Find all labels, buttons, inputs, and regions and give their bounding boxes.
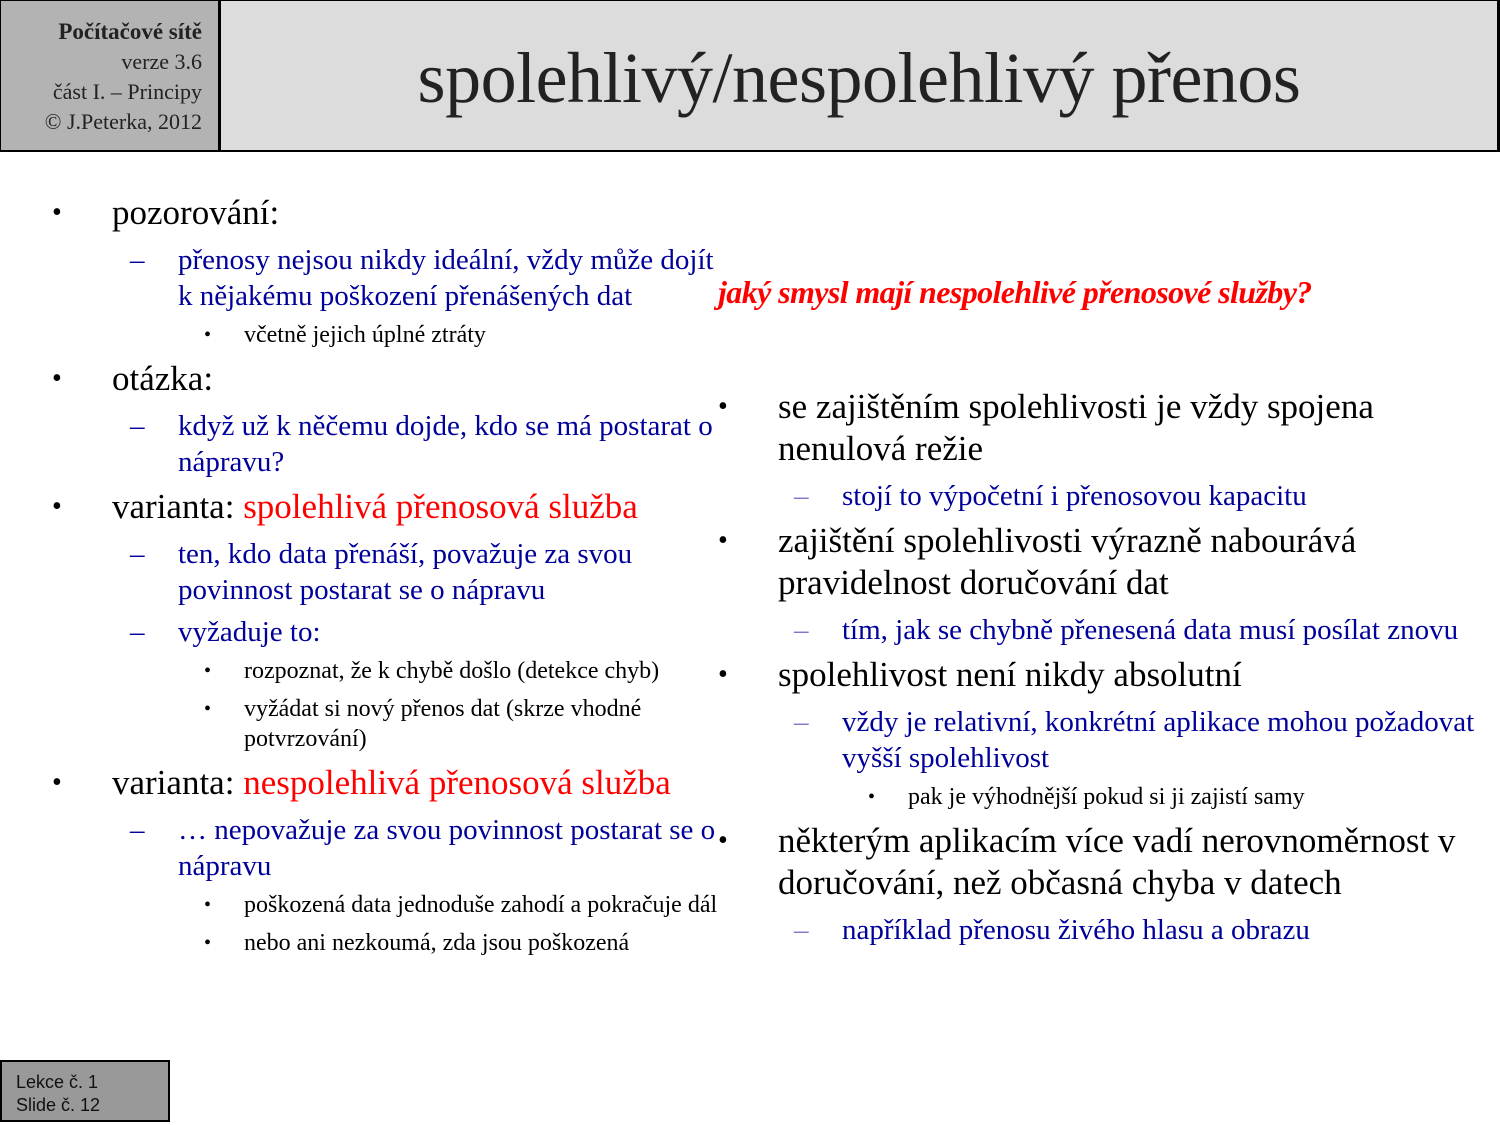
dash-icon: – bbox=[130, 244, 145, 276]
sub-item: – vyžaduje to: bbox=[130, 616, 321, 648]
bullet-icon: • bbox=[868, 786, 876, 808]
right-column bbox=[718, 270, 1488, 954]
bullet-irregularity: • některým aplikacím více vadí nerovnoměrnost v doručování, než občasná chyba v datech bbox=[718, 821, 1456, 902]
bullet-icon: • bbox=[52, 363, 62, 394]
bullet-icon: • bbox=[718, 825, 728, 856]
dash-icon: – bbox=[794, 914, 809, 946]
dash-icon: – bbox=[794, 706, 809, 738]
course-info-box bbox=[1, 1, 221, 150]
highlight-text: nespolehlivá přenosová služba bbox=[243, 763, 671, 802]
key-question: jaký smysl mají nespolehlivé přenosové služby? bbox=[718, 274, 1312, 310]
lesson-number: Lekce č. 1 bbox=[16, 1072, 99, 1092]
bullet-icon: • bbox=[204, 698, 212, 720]
bullet-icon: • bbox=[204, 932, 212, 954]
slide-title: spolehlivý/nespolehlivý přenos bbox=[417, 38, 1301, 118]
title-box bbox=[221, 1, 1499, 150]
bullet-regularity: • zajištění spolehlivosti výrazně nabourává pravidelnost doručování dat bbox=[718, 521, 1357, 602]
bullet-icon: • bbox=[718, 391, 728, 422]
bullet-reliable-variant: • varianta: spolehlivá přenosová služba bbox=[52, 487, 638, 526]
bullet-icon: • bbox=[718, 659, 728, 690]
dash-icon: – bbox=[794, 614, 809, 646]
bullet-icon: • bbox=[52, 767, 62, 798]
bullet-question: • otázka: bbox=[52, 359, 214, 398]
course-name: Počítačové sítě bbox=[58, 19, 202, 44]
bullet-icon: • bbox=[718, 525, 728, 556]
subsub-item: • poškozená data jednoduše zahodí a pokračuje dál bbox=[204, 892, 718, 918]
dash-icon: – bbox=[130, 410, 145, 442]
sub-item: – stojí to výpočetní i přenosovou kapacitu bbox=[794, 480, 1307, 512]
subsub-item: • rozpoznat, že k chybě došlo (detekce chyb) bbox=[204, 658, 660, 684]
subsub-item: • nebo ani nezkoumá, zda jsou poškozená bbox=[204, 930, 630, 956]
dash-icon: – bbox=[130, 814, 145, 846]
copyright-label: © J.Peterka, 2012 bbox=[44, 109, 202, 134]
sub-item: – … nepovažuje za svou povinnost postarat se o nápravu bbox=[130, 814, 716, 882]
highlight-text: spolehlivá přenosová služba bbox=[243, 487, 638, 526]
bullet-icon: • bbox=[204, 660, 212, 682]
bullet-icon: • bbox=[52, 491, 62, 522]
slide-number: Slide č. 12 bbox=[16, 1095, 101, 1115]
sub-item: – vždy je relativní, konkrétní aplikace mohou požadovat vyšší spolehlivost bbox=[794, 706, 1475, 774]
left-column bbox=[52, 192, 722, 966]
subsub-item: • pak je výhodnější pokud si ji zajistí samy bbox=[868, 784, 1305, 810]
subsub-item: • vyžádat si nový přenos dat (skrze vhodné potvrzování) bbox=[204, 696, 642, 752]
part-label: část I. – Principy bbox=[52, 79, 202, 104]
slide-header bbox=[0, 0, 1500, 152]
bullet-unreliable-variant: • varianta: nespolehlivá přenosová služba bbox=[52, 763, 671, 802]
bullet-icon: • bbox=[204, 324, 212, 346]
bullet-icon: • bbox=[204, 894, 212, 916]
version-label: verze 3.6 bbox=[121, 49, 202, 74]
sub-item: – tím, jak se chybně přenesená data musí posílat znovu bbox=[794, 614, 1459, 646]
bullet-observation: • pozorování: bbox=[52, 193, 280, 232]
dash-icon: – bbox=[130, 616, 145, 648]
sub-item: – například přenosu živého hlasu a obrazu bbox=[794, 914, 1310, 946]
slide-number-box bbox=[0, 1060, 170, 1122]
sub-item: – přenosy nejsou nikdy ideální, vždy může dojít k nějakému poškození přenášených dat bbox=[130, 244, 714, 312]
bullet-not-absolute: • spolehlivost není nikdy absolutní bbox=[718, 655, 1242, 694]
bullet-overhead: • se zajištěním spolehlivosti je vždy spojena nenulová režie bbox=[718, 387, 1374, 468]
bullet-icon: • bbox=[52, 197, 62, 228]
sub-item: – ten, kdo data přenáší, považuje za svou povinnost postarat se o nápravu bbox=[130, 538, 633, 606]
subsub-item: • včetně jejich úplné ztráty bbox=[204, 322, 486, 348]
dash-icon: – bbox=[130, 538, 145, 570]
sub-item: – když už k něčemu dojde, kdo se má postarat o nápravu? bbox=[130, 410, 713, 478]
dash-icon: – bbox=[794, 480, 809, 512]
